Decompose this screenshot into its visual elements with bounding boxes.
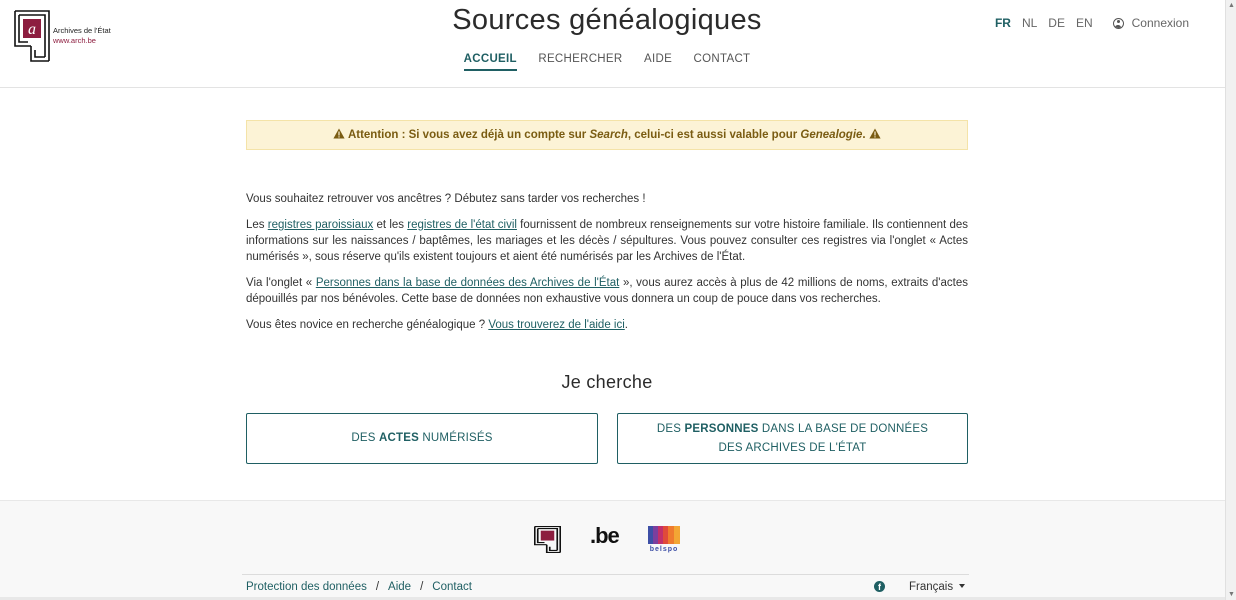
- nav-aide[interactable]: AIDE: [644, 53, 673, 65]
- lang-de[interactable]: DE: [1048, 16, 1065, 30]
- choice-2-bold: PERSONNES: [684, 422, 759, 435]
- site-footer: [0, 500, 1225, 600]
- footer-links: [246, 581, 472, 593]
- intro-paragraph-4: [246, 317, 968, 333]
- p2-text-b: et les: [373, 219, 408, 231]
- choice-1-post: NUMÉRISÉS: [419, 432, 493, 444]
- caret-down-icon: [959, 584, 965, 588]
- choice-1-label: [351, 429, 492, 448]
- footer-link-contact[interactable]: Contact: [432, 581, 472, 593]
- choice-2-post: DANS LA BASE DE DONNÉES: [758, 422, 929, 435]
- registres-etat-civil-link[interactable]: registres de l'état civil: [407, 219, 517, 231]
- alert-end: .: [862, 129, 866, 141]
- archives-footer-logo[interactable]: [534, 526, 561, 553]
- intro-paragraph-1: Vous souhaitez retrouver vos ancêtres ? Débutez sans tarder vos recherches !: [246, 193, 646, 205]
- alert-genealogie: Genealogie: [800, 129, 863, 141]
- search-title: Je cherche: [561, 372, 653, 392]
- choice-1-bold: ACTES: [379, 432, 420, 444]
- footer-separator: /: [375, 581, 380, 593]
- footer-divider: [242, 574, 969, 575]
- account-alert: [246, 120, 968, 150]
- svg-text:a: a: [28, 21, 36, 38]
- intro-content: [246, 191, 968, 343]
- choice-1-pre: DES: [351, 432, 380, 444]
- alert-prefix: Attention : Si vous avez déjà un compte sur: [347, 129, 590, 141]
- be-logo[interactable]: .be: [590, 523, 619, 548]
- scroll-up-icon[interactable]: ▲: [1228, 2, 1235, 9]
- user-icon: [1113, 18, 1124, 29]
- footer-link-privacy[interactable]: Protection des données: [246, 581, 367, 593]
- p4-text-a: Vous êtes novice en recherche généalogique ?: [246, 319, 489, 331]
- warning-icon: [333, 128, 345, 139]
- logo-url: www.arch.be: [53, 36, 96, 45]
- p2-text-c: fournissent de nombreux renseignements sur votre histoire familiale. Ils contiennent des informations sur les naissances / baptêmes, les mariages et les décès / sépultures. Vous pouvez consulter ces registres via l'onglet « Actes numérisés », sous réserve qu'ils existent toujours et aient été numérisés par les Archives de l'État.: [246, 219, 968, 263]
- nav-accueil[interactable]: ACCUEIL: [464, 53, 517, 71]
- language-bar: [984, 16, 1189, 30]
- intro-paragraph-3: [246, 275, 968, 307]
- lang-nl[interactable]: NL: [1021, 16, 1038, 30]
- lang-en[interactable]: EN: [1075, 16, 1093, 30]
- facebook-icon[interactable]: f: [874, 581, 885, 592]
- site-header: [0, 0, 1225, 88]
- alert-search: Search: [589, 129, 628, 141]
- footer-link-aide[interactable]: Aide: [388, 581, 412, 593]
- choice-2-line-2: DES ARCHIVES DE L'ÉTAT: [718, 441, 867, 454]
- page-title: Sources généalogiques: [452, 4, 762, 36]
- footer-separator: /: [420, 581, 424, 593]
- belspo-mark: [648, 526, 680, 544]
- intro-paragraph-2: [246, 217, 968, 265]
- choice-2-pre: DES: [656, 422, 685, 435]
- actes-numerises-button[interactable]: [246, 413, 598, 464]
- p3-text-b: », vous aurez accès à plus de 42 millions de noms, extraits d'actes dépouillés par nos bénévoles. Cette base de données non exhaustive vous donnera un coup de pouce dans vos recherches.: [246, 277, 968, 305]
- personnes-base-button[interactable]: [617, 413, 968, 464]
- scroll-down-icon[interactable]: ▼: [1228, 591, 1235, 598]
- nav-rechercher[interactable]: RECHERCHER: [538, 53, 623, 65]
- choice-2-label: [657, 420, 928, 458]
- p2-text-a: Les: [246, 219, 268, 231]
- personnes-base-link[interactable]: Personnes dans la base de données des Archives de l'État: [315, 277, 620, 289]
- main-nav: [0, 53, 1214, 71]
- language-select[interactable]: [909, 581, 965, 593]
- p3-text-a: Via l'onglet «: [246, 277, 316, 289]
- warning-icon: [869, 128, 881, 139]
- p4-text-b: .: [624, 319, 628, 331]
- alert-middle: , celui-ci est aussi valable pour: [627, 129, 801, 141]
- aide-link[interactable]: Vous trouverez de l'aide ici: [488, 319, 625, 331]
- lang-fr[interactable]: FR: [994, 16, 1011, 30]
- login-button[interactable]: [1113, 16, 1189, 30]
- nav-contact[interactable]: CONTACT: [693, 53, 751, 65]
- login-label: Connexion: [1131, 16, 1189, 30]
- registres-paroissiaux-link[interactable]: registres paroissiaux: [267, 219, 374, 231]
- choice-2-line-1: [657, 420, 928, 439]
- belspo-logo[interactable]: [648, 526, 680, 553]
- language-select-value: Français: [909, 581, 954, 593]
- logo-name: Archives de l'État: [53, 26, 111, 35]
- belspo-label: belspo: [649, 546, 679, 553]
- page-scrollbar[interactable]: [1225, 0, 1236, 600]
